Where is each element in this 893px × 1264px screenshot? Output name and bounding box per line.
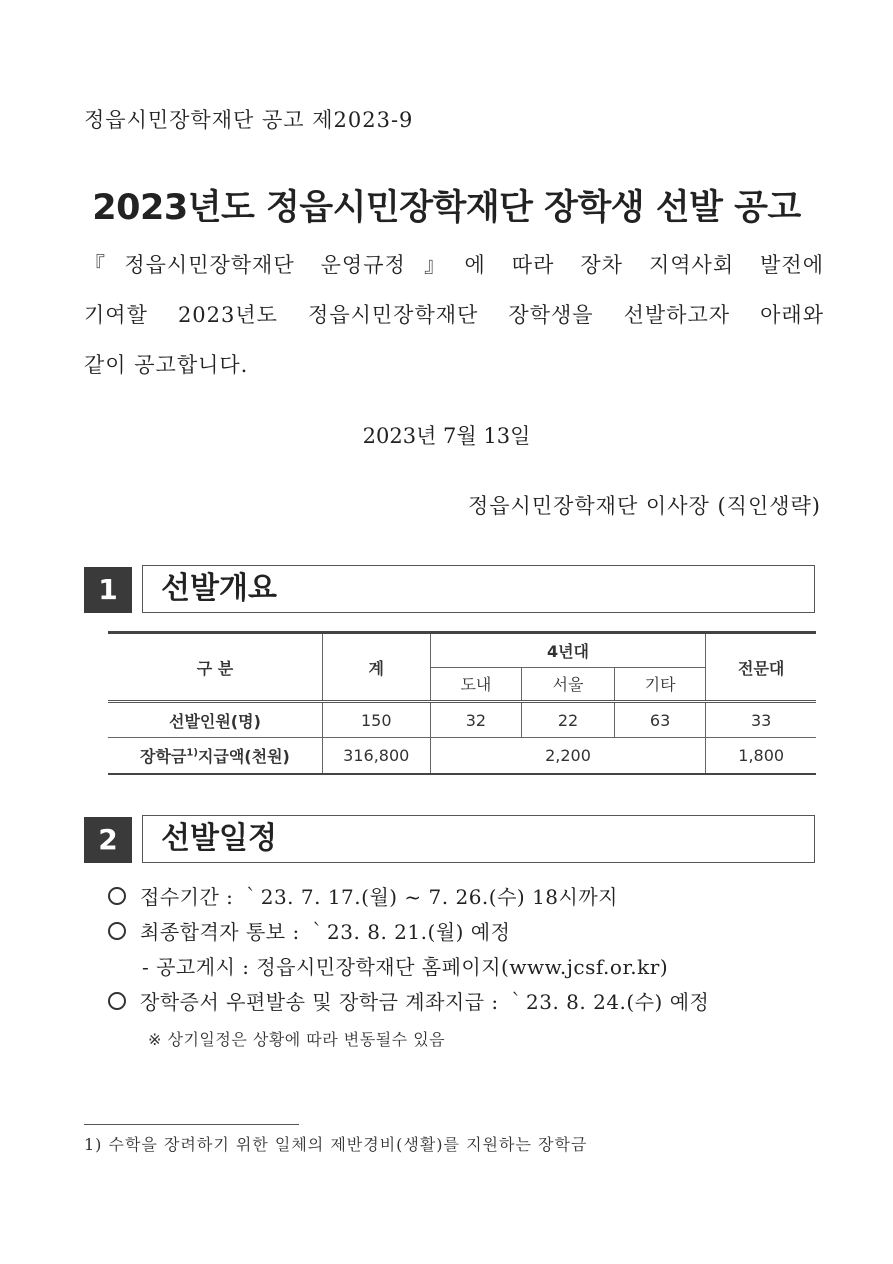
list-item bbox=[108, 880, 828, 915]
row-label-count: 선발인원(명) bbox=[108, 702, 322, 738]
notice-date: 2023년 7월 13일 bbox=[362, 424, 531, 448]
section-2-title-box bbox=[142, 815, 815, 863]
list-item bbox=[108, 915, 828, 950]
circle-bullet-icon bbox=[108, 992, 126, 1010]
section-1-header bbox=[84, 565, 815, 615]
cell-college-count: 33 bbox=[706, 702, 816, 738]
intro-paragraph bbox=[84, 240, 824, 390]
cell-total-count: 150 bbox=[322, 702, 430, 738]
schedule-posting: - 공고게시 : 정읍시민장학재단 홈페이지(www.jcsf.or.kr) bbox=[142, 955, 669, 979]
section-2-header bbox=[84, 815, 815, 865]
section-1-title-box bbox=[142, 565, 815, 613]
header-category: 구 분 bbox=[108, 633, 322, 702]
cell-other-count: 63 bbox=[614, 702, 706, 738]
cell-college-amount: 1,800 bbox=[706, 738, 816, 774]
schedule-payment: 장학증서 우편발송 및 장학금 계좌지급 : ｀23. 8. 24.(수) 예정 bbox=[140, 990, 710, 1014]
schedule-application: 접수기간 : ｀23. 7. 17.(월) ~ 7. 26.(수) 18시까지 bbox=[140, 885, 618, 909]
cell-local-count: 32 bbox=[430, 702, 522, 738]
cell-seoul-count: 22 bbox=[522, 702, 615, 738]
footnote: 1) 수학을 장려하기 위한 일체의 제반경비(생활)를 지원하는 장학금 bbox=[84, 1135, 588, 1154]
row-label-amount bbox=[108, 738, 322, 774]
header-4year-univ: 4년대 bbox=[430, 633, 706, 668]
section-2-number: 2 bbox=[84, 817, 132, 863]
header-other: 기타 bbox=[614, 667, 706, 702]
header-seoul: 서울 bbox=[522, 667, 615, 702]
table-row bbox=[108, 738, 816, 774]
header-total: 계 bbox=[322, 633, 430, 702]
signer: 정읍시민장학재단 이사장 (직인생략) bbox=[467, 494, 821, 518]
document-title: 2023년도 정읍시민장학재단 장학생 선발 공고 bbox=[92, 188, 801, 228]
cell-univ4-amount: 2,200 bbox=[430, 738, 706, 774]
section-1-number: 1 bbox=[84, 567, 132, 613]
footnote-divider bbox=[84, 1124, 299, 1125]
intro-line-1: 『정읍시민장학재단 운영규정』에 따라 장차 지역사회 발전에 bbox=[84, 253, 824, 277]
amount-label-pre: 장학금 bbox=[140, 746, 187, 766]
footnote-ref: 1) bbox=[186, 747, 198, 759]
section-2-title: 선발일정 bbox=[161, 821, 277, 856]
schedule-note: ※ 상기일정은 상황에 따라 변동될수 있음 bbox=[148, 1030, 446, 1049]
list-item bbox=[108, 950, 828, 985]
selection-overview-table bbox=[108, 631, 816, 775]
table-header-row-1 bbox=[108, 633, 816, 668]
section-1-title: 선발개요 bbox=[161, 571, 277, 606]
header-local: 도내 bbox=[430, 667, 522, 702]
cell-total-amount: 316,800 bbox=[322, 738, 430, 774]
schedule-list bbox=[108, 880, 828, 1060]
header-college: 전문대 bbox=[706, 633, 816, 702]
circle-bullet-icon bbox=[108, 887, 126, 905]
circle-bullet-icon bbox=[108, 922, 126, 940]
schedule-notification: 최종합격자 통보 : ｀23. 8. 21.(월) 예정 bbox=[140, 920, 511, 944]
intro-line-2: 기여할 2023년도 정읍시민장학재단 장학생을 선발하고자 아래와 bbox=[84, 303, 824, 327]
list-item bbox=[108, 985, 828, 1020]
table-row bbox=[108, 702, 816, 738]
notice-number: 정읍시민장학재단 공고 제2023-9 bbox=[84, 108, 414, 132]
amount-label-post: 지급액(천원) bbox=[197, 746, 290, 766]
intro-line-3: 같이 공고합니다. bbox=[84, 353, 249, 377]
